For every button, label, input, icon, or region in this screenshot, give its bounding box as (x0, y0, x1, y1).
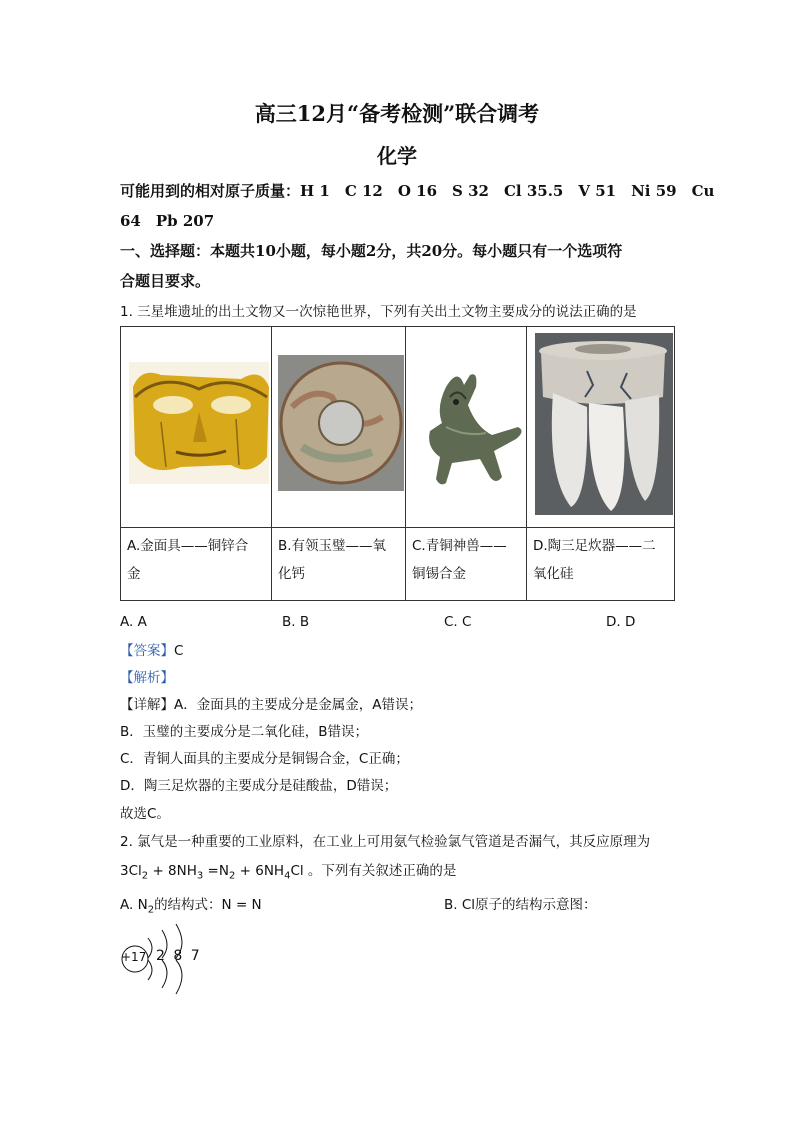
jade-bi-disc-image (272, 327, 405, 523)
option-d-caption-line1: D.陶三足炊器——二 (533, 538, 656, 554)
q2-option-b: B. Cl原子的结构示意图： (444, 897, 597, 913)
detail-a-line (120, 693, 422, 713)
option-d-caption (527, 528, 675, 601)
detail-b: B．玉璧的主要成分是二氧化硅，B错误； (120, 724, 369, 740)
analysis-label: 【解析】 (120, 670, 174, 686)
q2-option-a-post: 的结构式：N = N (154, 897, 262, 913)
q2-option-a-pre: A. N (120, 897, 148, 913)
gold-mask-image (121, 327, 271, 523)
question-2-stem: 2. 氯气是一种重要的工业原料，在工业上可用氨气检验氯气管道是否漏气，其反应原理为 (120, 834, 651, 850)
image-cell-b (272, 327, 406, 528)
detail-d: D．陶三足炊器的主要成分是硅酸盐，D错误； (120, 778, 398, 794)
eq-sub-4: 4 (284, 870, 291, 882)
q2-option-a-sub: 2 (147, 904, 155, 916)
q2-option-a (120, 893, 262, 916)
eq-part-3: =N (203, 863, 229, 879)
option-b-caption-line1: B.有领玉璧——氧 (278, 538, 387, 554)
q1-option-d: D. D (606, 614, 636, 630)
atomic-masses-line2: 64 Pb 207 (120, 212, 215, 230)
eq-part-5: Cl 。下列有关叙述正确的是 (290, 863, 457, 879)
page-title: 高三12月“备考检测”联合调考 (254, 101, 540, 126)
eq-sub-3: 2 (228, 870, 236, 882)
bronze-beast-image (406, 327, 526, 523)
image-cell-c (406, 327, 527, 528)
answer-line (120, 639, 183, 659)
atomic-masses-line1: 可能用到的相对原子质量：H 1 C 12 O 16 S 32 Cl 35.5 V 51 Ni 59 Cu (120, 182, 715, 200)
answer-label: 【答案】 (120, 643, 174, 659)
eq-sub-2: 3 (196, 870, 204, 882)
option-c-caption-line1: C.青铜神兽—— (412, 538, 507, 554)
option-a-caption (121, 528, 272, 601)
answer-value: C (174, 643, 184, 659)
detail-label: 【详解】 (120, 697, 174, 713)
image-cell-d (527, 327, 675, 528)
option-a-caption-line2: 金 (127, 566, 141, 582)
subject-title: 化学 (377, 144, 417, 168)
option-b-caption-line2: 化钙 (278, 566, 305, 582)
reaction-equation (120, 859, 456, 882)
q1-option-c: C. C (444, 614, 472, 630)
option-b-caption (272, 528, 406, 601)
option-a-caption-line1: A.金面具——铜锌合 (127, 538, 249, 554)
cl-atom-structure-diagram (118, 918, 208, 998)
eq-part-1: 3Cl (120, 863, 142, 879)
question-1-stem: 1. 三星堆遗址的出土文物又一次惊艳世界，下列有关出土文物主要成分的说法正确的是 (120, 304, 637, 320)
detail-a: A．金面具的主要成分是金属金，A错误； (174, 697, 422, 713)
q1-option-a: A. A (120, 614, 147, 630)
section-heading-line1: 一、选择题：本题共10小题，每小题2分，共20分。每小题只有一个选项符 (120, 242, 623, 260)
eq-sub-1: 2 (141, 870, 149, 882)
nucleus-charge: +17 (121, 950, 147, 964)
detail-c: C．青铜人面具的主要成分是铜锡合金，C正确； (120, 751, 409, 767)
artifact-table (120, 326, 675, 601)
pottery-tripod-image (527, 327, 674, 523)
section-heading-line2: 合题目要求。 (120, 272, 211, 290)
option-c-caption-line2: 铜锡合金 (412, 566, 466, 582)
q1-option-b: B. B (282, 614, 310, 630)
electron-counts: 2 8 7 (156, 948, 202, 964)
option-d-caption-line2: 氧化硅 (533, 566, 574, 582)
conclusion: 故选C。 (120, 806, 170, 822)
option-c-caption (406, 528, 527, 601)
eq-part-2: + 8NH (148, 863, 197, 879)
image-cell-a (121, 327, 272, 528)
eq-part-4: + 6NH (235, 863, 285, 879)
